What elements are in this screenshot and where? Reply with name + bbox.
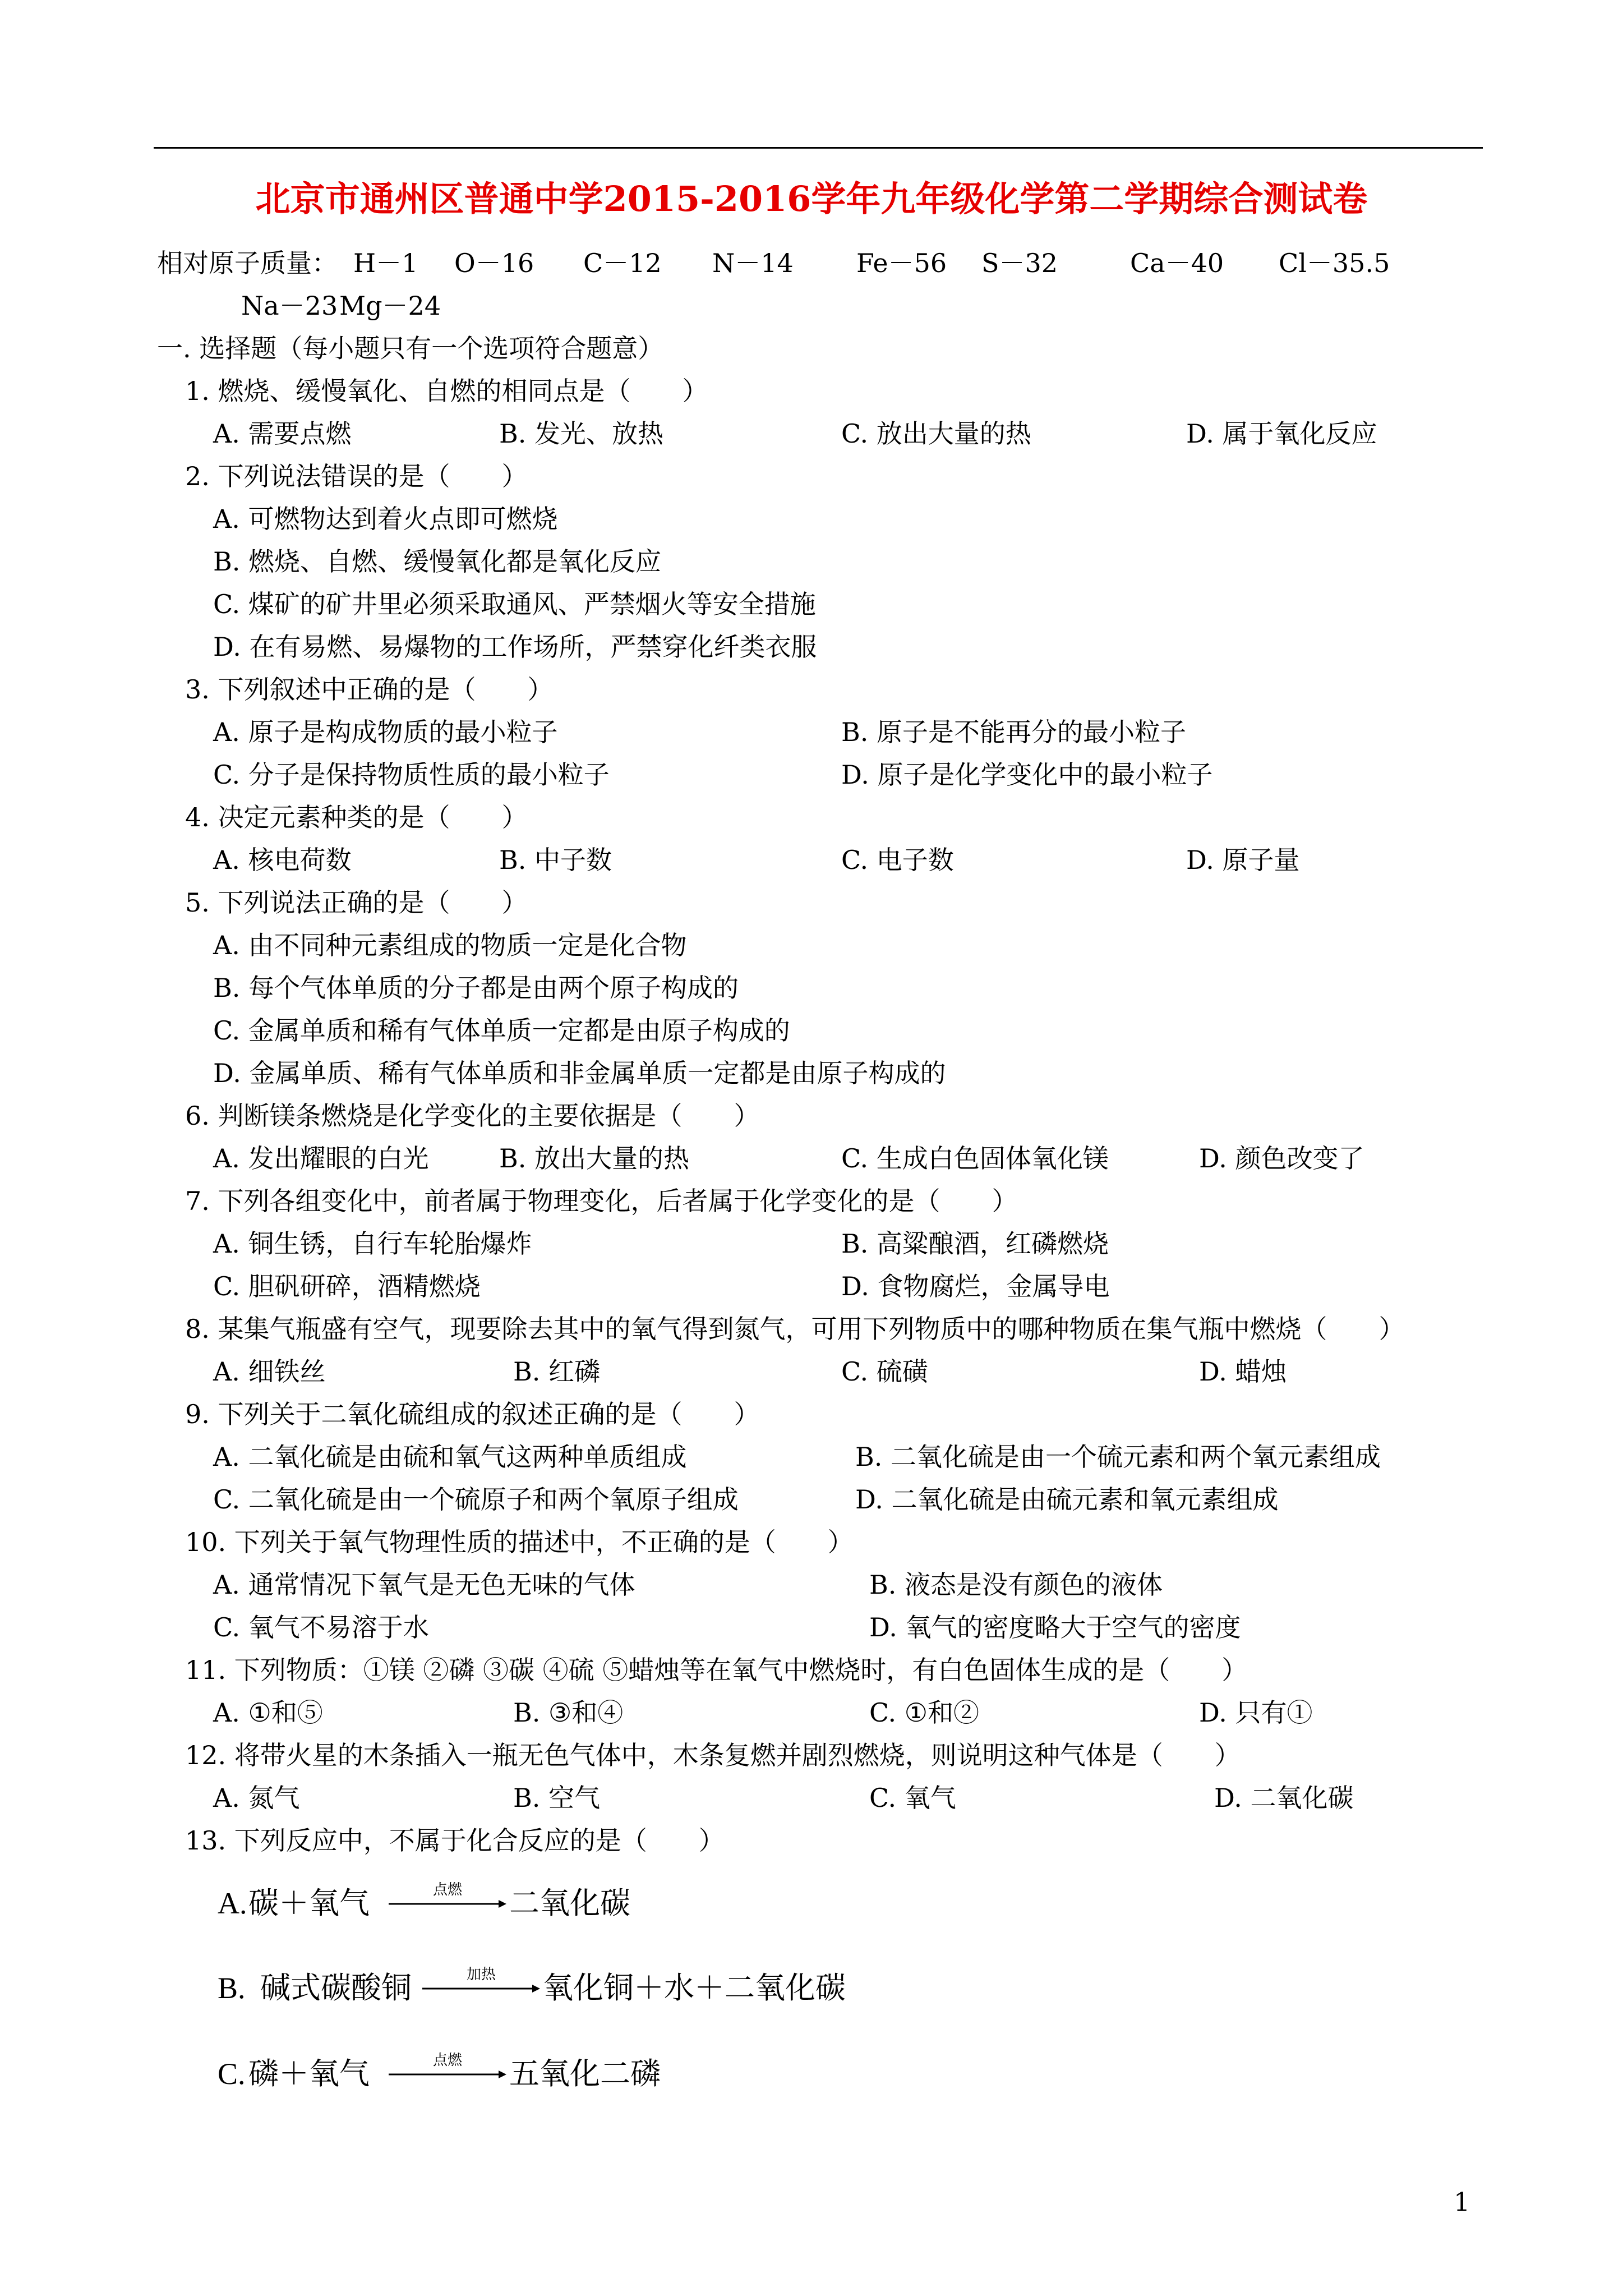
option: D. 原子是化学变化中的最小粒子	[841, 760, 1213, 790]
mass-item: Cl－35.5	[1279, 248, 1390, 278]
option: A. 二氧化硫是由硫和氧气这两种单质组成	[213, 1442, 687, 1472]
atomic-masses-row	[157, 250, 1481, 278]
arrow-icon	[389, 1898, 506, 1910]
question-stem: 7. 下列各组变化中，前者属于物理变化，后者属于化学变化的是（ ）	[185, 1186, 1018, 1216]
option: C. 硫磺	[841, 1356, 928, 1387]
option: B. 发光、放热	[499, 418, 664, 449]
question-stem: 13. 下列反应中，不属于化合反应的是（ ）	[185, 1825, 725, 1856]
equation-label: A.	[218, 1887, 247, 1920]
question-stem: 2. 下列说法错误的是（ ）	[185, 461, 528, 491]
option: A. 氮气	[213, 1783, 300, 1813]
equation-products: 氧化铜＋水＋二氧化碳	[543, 1971, 846, 2005]
reaction-condition: 点燃	[432, 1881, 462, 1898]
exam-title: 北京市通州区普通中学2015-2016学年九年级化学第二学期综合测试卷	[255, 178, 1368, 219]
mass-item: Ca－40	[1130, 248, 1224, 278]
option: B. 空气	[513, 1783, 601, 1813]
option: B. 二氧化硫是由一个硫元素和两个氧元素组成	[855, 1442, 1381, 1472]
section-heading: 一. 选择题（每小题只有一个选项符合题意）	[157, 333, 664, 364]
reaction-condition: 点燃	[432, 2052, 462, 2068]
option: B. 每个气体单质的分子都是由两个原子构成的	[213, 973, 739, 1003]
question-stem: 10. 下列关于氧气物理性质的描述中，不正确的是（ ）	[185, 1527, 854, 1557]
option: C. 氧气不易溶于水	[213, 1612, 429, 1642]
option: A. 通常情况下氧气是无色无味的气体	[213, 1570, 635, 1600]
option: A. 核电荷数	[213, 845, 352, 875]
question-stem: 5. 下列说法正确的是（ ）	[185, 887, 528, 918]
option: D. 氧气的密度略大于空气的密度	[869, 1612, 1241, 1642]
reaction-arrow	[389, 1883, 506, 1917]
page-number: 1	[1454, 2187, 1470, 2217]
option: A. 可燃物达到着火点即可燃烧	[213, 504, 558, 534]
option: A. 需要点燃	[213, 418, 352, 449]
equation-label: B.	[218, 1971, 246, 2005]
equation-products: 二氧化碳	[509, 1887, 630, 1920]
option: C. 分子是保持物质性质的最小粒子	[213, 760, 610, 790]
option: B. 原子是不能再分的最小粒子	[841, 717, 1187, 747]
question-stem: 8. 某集气瓶盛有空气，现要除去其中的氧气得到氮气，可用下列物质中的哪种物质在集气瓶中燃烧（ ）	[185, 1314, 1405, 1344]
mass-item: N－14	[712, 248, 794, 278]
mass-item: O－16	[454, 248, 534, 278]
question-stem: 4. 决定元素种类的是（ ）	[185, 802, 528, 832]
equation-reactants: 碳＋氧气	[248, 1887, 370, 1920]
option: D. 食物腐烂，金属导电	[841, 1271, 1110, 1301]
mass-item: H－1	[353, 248, 418, 278]
option: D. 在有易燃、易爆物的工作场所，严禁穿化纤类衣服	[213, 632, 817, 662]
option: D. 蜡烛	[1199, 1356, 1287, 1387]
mass-item: C－12	[583, 248, 662, 278]
mass-item: Mg－24	[339, 291, 441, 321]
option: A. 铜生锈，自行车轮胎爆炸	[213, 1228, 532, 1259]
question-stem: 6. 判断镁条燃烧是化学变化的主要依据是（ ）	[185, 1101, 760, 1131]
equation-products: 五氧化二磷	[509, 2057, 661, 2091]
option: B. 放出大量的热	[499, 1143, 690, 1174]
option: D. 原子量	[1186, 845, 1300, 875]
option: D. 属于氧化反应	[1186, 418, 1377, 449]
option: C. 二氧化硫是由一个硫原子和两个氧原子组成	[213, 1484, 739, 1515]
option: A. 由不同种元素组成的物质一定是化合物	[213, 930, 687, 960]
question-stem: 11. 下列物质：①镁 ②磷 ③碳 ④硫 ⑤蜡烛等在氧气中燃烧时，有白色固体生成的是（ ）	[185, 1655, 1248, 1685]
atomic-masses-label: 相对原子质量：	[157, 248, 338, 278]
option: B. 中子数	[499, 845, 612, 875]
option: C. 煤矿的矿井里必须采取通风、严禁烟火等安全措施	[213, 589, 816, 619]
option: D. 二氧化碳	[1214, 1783, 1354, 1813]
option: A. ①和⑤	[213, 1697, 323, 1728]
mass-item: Fe－56	[856, 248, 947, 278]
option: D. 颜色改变了	[1199, 1143, 1364, 1174]
equation-label: C.	[218, 2057, 246, 2091]
option: D. 金属单质、稀有气体单质和非金属单质一定都是由原子构成的	[213, 1058, 946, 1088]
reaction-condition: 加热	[466, 1966, 496, 1982]
option: C. 氧气	[869, 1783, 956, 1813]
equation-reactants: 碱式碳酸铜	[260, 1971, 412, 2005]
reaction-arrow	[422, 1967, 540, 2002]
option: B. ③和④	[513, 1697, 624, 1728]
option: C. 胆矾研碎，酒精燃烧	[213, 1271, 481, 1301]
arrow-icon	[389, 2069, 506, 2080]
option: C. 生成白色固体氧化镁	[841, 1143, 1109, 1174]
option: C. 放出大量的热	[841, 418, 1031, 449]
mass-item: Na－23	[241, 291, 338, 321]
option: C. ①和②	[869, 1697, 980, 1728]
option: D. 只有①	[1199, 1697, 1313, 1728]
reaction-arrow	[389, 2053, 506, 2088]
option: B. 高粱酿酒，红磷燃烧	[841, 1228, 1109, 1259]
option: B. 红磷	[513, 1356, 601, 1387]
option: D. 二氧化硫是由硫元素和氧元素组成	[855, 1484, 1279, 1515]
header-rule	[154, 147, 1483, 149]
option: B. 液态是没有颜色的液体	[869, 1570, 1163, 1600]
option: C. 电子数	[841, 845, 954, 875]
option: A. 发出耀眼的白光	[213, 1143, 429, 1174]
question-stem: 12. 将带火星的木条插入一瓶无色气体中，木条复燃并剧烈燃烧，则说明这种气体是（ ）	[185, 1740, 1241, 1770]
arrow-icon	[422, 1983, 540, 1994]
option: C. 金属单质和稀有气体单质一定都是由原子构成的	[213, 1015, 790, 1046]
option: A. 原子是构成物质的最小粒子	[213, 717, 558, 747]
question-stem: 1. 燃烧、缓慢氧化、自燃的相同点是（ ）	[185, 376, 708, 406]
equation-reactants: 磷＋氧气	[248, 2057, 370, 2091]
option: B. 燃烧、自燃、缓慢氧化都是氧化反应	[213, 546, 662, 577]
question-stem: 3. 下列叙述中正确的是（ ）	[185, 674, 554, 705]
question-stem: 9. 下列关于二氧化硫组成的叙述正确的是（ ）	[185, 1399, 760, 1429]
option: A. 细铁丝	[213, 1356, 326, 1387]
mass-item: S－32	[981, 248, 1058, 278]
